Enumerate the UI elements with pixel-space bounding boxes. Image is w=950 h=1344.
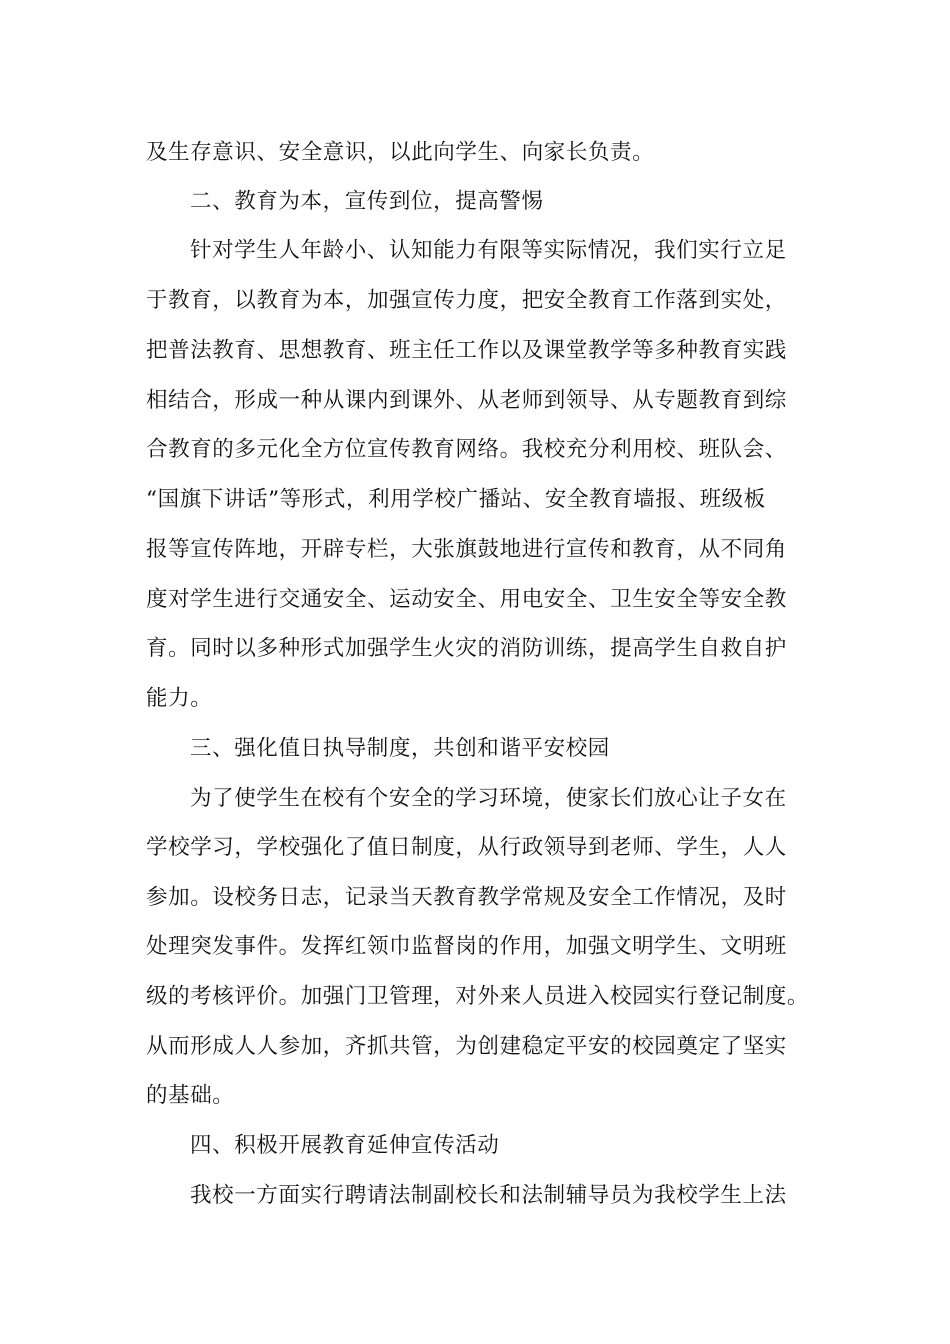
body-text-line: 的基础。 (146, 1083, 235, 1108)
body-text-line: 报等宣传阵地，开辟专栏，大张旗鼓地进行宣传和教育，从不同角 (146, 537, 787, 562)
body-text-line: 度对学生进行交通安全、运动安全、用电安全、卫生安全等安全教 (146, 587, 787, 612)
body-text-line: 针对学生人年龄小、认知能力有限等实际情况，我们实行立足 (190, 238, 787, 263)
body-text-line: 级的考核评价。加强门卫管理，对外来人员进入校园实行登记制度。 (146, 984, 810, 1009)
body-text-line: 为了使学生在校有个安全的学习环境，使家长们放心让子女在 (190, 786, 787, 811)
section-heading-2: 二、教育为本，宣传到位，提高警惕 (190, 189, 544, 214)
body-text-line: 把普法教育、思想教育、班主任工作以及课堂教学等多种教育实践 (146, 338, 787, 363)
body-text-line: 从而形成人人参加，齐抓共管，为创建稳定平安的校园奠定了坚实 (146, 1034, 787, 1059)
body-text-line: 参加。设校务日志，记录当天教育教学常规及安全工作情况，及时 (146, 885, 787, 910)
body-text-line: 育。同时以多种形式加强学生火灾的消防训练，提高学生自救自护 (146, 636, 787, 661)
section-heading-3: 三、强化值日执导制度，共创和谐平安校园 (190, 736, 610, 761)
body-text-line: 合教育的多元化全方位宣传教育网络。我校充分利用校、班队会、 (146, 437, 787, 462)
body-text-line: 及生存意识、安全意识，以此向学生、向家长负责。 (146, 140, 655, 165)
body-text-line: 于教育，以教育为本，加强宣传力度，把安全教育工作落到实处， (146, 288, 787, 313)
body-text-line: 我校一方面实行聘请法制副校长和法制辅导员为我校学生上法 (190, 1183, 787, 1208)
section-heading-4: 四、积极开展教育延伸宣传活动 (190, 1133, 500, 1158)
body-text-line: 处理突发事件。发挥红领巾监督岗的作用，加强文明学生、文明班 (146, 934, 787, 959)
body-text-line: “国旗下讲话”等形式，利用学校广播站、安全教育墙报、班级板 (146, 487, 766, 512)
body-text-line: 能力。 (146, 686, 213, 711)
body-text-line: 相结合，形成一种从课内到课外、从老师到领导、从专题教育到综 (146, 388, 787, 413)
body-text-line: 学校学习，学校强化了值日制度，从行政领导到老师、学生，人人 (146, 835, 787, 860)
